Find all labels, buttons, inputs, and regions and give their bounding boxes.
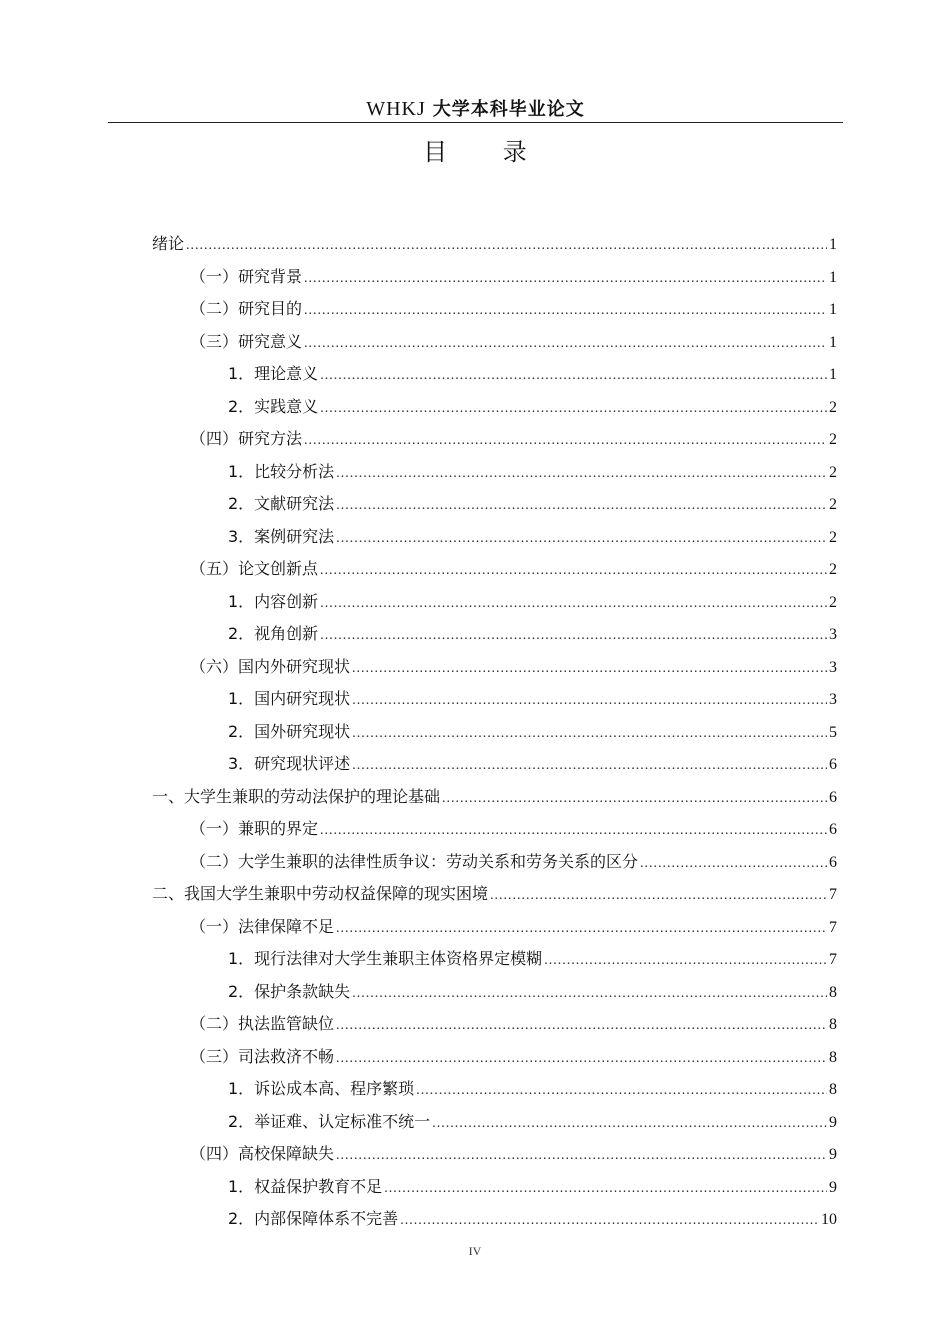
toc-entry[interactable] xyxy=(152,293,837,326)
toc-entry-page: 6 xyxy=(829,853,837,871)
toc-entry[interactable] xyxy=(152,488,837,521)
toc-entry-title: 2．内部保障体系不完善 xyxy=(228,1209,399,1228)
dot-leader xyxy=(304,263,827,296)
toc-entry-title: 1．比较分析法 xyxy=(228,461,335,481)
toc-entry-title: （二）执法监管缺位 xyxy=(190,1014,335,1033)
toc-entry-page: 9 xyxy=(829,1146,837,1163)
toc-entry-title: 3．案例研究法 xyxy=(228,526,335,546)
toc-entry[interactable] xyxy=(152,846,837,879)
dot-leader xyxy=(336,523,827,556)
toc-entry-page: 2 xyxy=(829,593,837,611)
toc-entry[interactable] xyxy=(152,911,837,944)
toc-entry-page: 3 xyxy=(829,626,837,643)
dot-leader xyxy=(336,913,827,946)
dot-leader xyxy=(352,978,827,1011)
toc-entry-title: 二、我国大学生兼职中劳动权益保障的现实困境 xyxy=(152,884,489,903)
dot-leader xyxy=(320,620,827,653)
toc-entry-page: 1 xyxy=(829,333,837,351)
header-thesis-label: 大学本科毕业论文 xyxy=(432,99,585,120)
toc-entry[interactable] xyxy=(152,683,837,716)
toc-entry[interactable] xyxy=(152,456,837,489)
toc-entry[interactable] xyxy=(152,423,837,456)
toc-entry[interactable] xyxy=(152,943,837,976)
toc-entry-page: 2 xyxy=(829,496,837,513)
toc-entry[interactable] xyxy=(152,521,837,554)
toc-entry[interactable] xyxy=(152,261,837,294)
table-of-contents xyxy=(152,228,837,1236)
dot-leader xyxy=(400,1205,819,1238)
toc-entry-title: （一）兼职的界定 xyxy=(190,819,319,838)
dot-leader xyxy=(320,360,827,393)
toc-entry[interactable] xyxy=(152,716,837,749)
toc-entry-title: 2．视角创新 xyxy=(228,624,319,643)
dot-leader xyxy=(336,1010,827,1043)
toc-entry-title: （四）研究方法 xyxy=(190,429,303,448)
toc-entry[interactable] xyxy=(152,748,837,781)
dot-leader xyxy=(416,1075,827,1108)
dot-leader xyxy=(320,555,827,588)
toc-entry[interactable] xyxy=(152,1106,837,1139)
page-number: IV xyxy=(468,1244,482,1258)
toc-entry-title: 一、大学生兼职的劳动法保护的理论基础 xyxy=(152,786,441,806)
dot-leader xyxy=(640,848,827,881)
toc-entry-page: 7 xyxy=(829,918,837,936)
toc-entry-page: 2 xyxy=(829,528,837,546)
dot-leader xyxy=(336,458,827,491)
toc-entry-title: 2．保护条款缺失 xyxy=(228,981,351,1001)
toc-entry-title: 2．举证难、认定标准不统一 xyxy=(228,1111,431,1131)
dot-leader xyxy=(352,718,827,751)
toc-entry-page: 9 xyxy=(829,1178,837,1196)
toc-entry-title: 绪论 xyxy=(152,234,185,253)
toc-entry-title: 1．内容创新 xyxy=(228,591,319,611)
dot-leader xyxy=(336,1140,827,1173)
toc-entry-page: 8 xyxy=(829,983,837,1001)
toc-entry[interactable] xyxy=(152,1008,837,1041)
toc-entry[interactable] xyxy=(152,813,837,846)
toc-entry-title: （一）研究背景 xyxy=(190,266,303,286)
toc-entry[interactable] xyxy=(152,651,837,684)
toc-entry-title: （三）研究意义 xyxy=(190,331,303,351)
toc-entry-page: 1 xyxy=(829,301,837,318)
running-header xyxy=(108,96,843,122)
toc-entry[interactable] xyxy=(152,1171,837,1204)
toc-entry-page: 7 xyxy=(829,886,837,903)
dot-leader xyxy=(352,685,827,718)
toc-entry-title: （二）大学生兼职的法律性质争议：劳动关系和劳务关系的区分 xyxy=(190,851,639,871)
toc-entry[interactable] xyxy=(152,326,837,359)
dot-leader xyxy=(442,783,827,816)
toc-title: 目 录 xyxy=(423,138,551,166)
dot-leader xyxy=(186,230,827,263)
toc-entry[interactable] xyxy=(152,553,837,586)
toc-entry[interactable] xyxy=(152,781,837,814)
dot-leader xyxy=(320,393,827,426)
toc-entry-page: 8 xyxy=(829,1048,837,1066)
toc-entry-title: 3．研究现状评述 xyxy=(228,754,351,773)
header-divider xyxy=(108,122,843,123)
toc-entry-page: 2 xyxy=(829,561,837,578)
toc-entry[interactable] xyxy=(152,618,837,651)
toc-entry-title: 1．诉讼成本高、程序繁琐 xyxy=(228,1079,415,1098)
dot-leader xyxy=(336,490,827,523)
dot-leader xyxy=(320,588,827,621)
toc-entry-page: 6 xyxy=(829,821,837,838)
toc-entry-title: 1．现行法律对大学生兼职主体资格界定模糊 xyxy=(228,949,543,968)
toc-entry-page: 2 xyxy=(829,398,837,416)
toc-entry-page: 2 xyxy=(829,463,837,481)
toc-entry-title: 1．国内研究现状 xyxy=(228,689,351,708)
dot-leader xyxy=(320,815,827,848)
toc-entry[interactable] xyxy=(152,976,837,1009)
toc-entry[interactable] xyxy=(152,1073,837,1106)
toc-entry-page: 1 xyxy=(829,268,837,286)
dot-leader xyxy=(490,880,827,913)
toc-entry[interactable] xyxy=(152,358,837,391)
toc-entry-title: 2．国外研究现状 xyxy=(228,721,351,741)
dot-leader xyxy=(304,295,827,328)
toc-entry-page: 8 xyxy=(829,1016,837,1033)
toc-entry-page: 3 xyxy=(829,658,837,676)
dot-leader xyxy=(336,1043,827,1076)
toc-entry[interactable] xyxy=(152,1203,837,1236)
toc-entry-title: （二）研究目的 xyxy=(190,299,303,318)
toc-entry[interactable] xyxy=(152,1041,837,1074)
toc-entry-title: 1．权益保护教育不足 xyxy=(228,1176,383,1196)
header-school-code: WHKJ xyxy=(366,98,426,120)
toc-entry-page: 5 xyxy=(829,723,837,741)
toc-entry-page: 9 xyxy=(829,1113,837,1131)
toc-entry-title: （四）高校保障缺失 xyxy=(190,1144,335,1163)
toc-entry-title: （六）国内外研究现状 xyxy=(190,656,351,676)
dot-leader xyxy=(352,653,827,686)
dot-leader xyxy=(304,328,827,361)
toc-entry[interactable] xyxy=(152,1138,837,1171)
toc-entry-page: 7 xyxy=(829,951,837,968)
toc-entry-page: 1 xyxy=(829,366,837,383)
toc-entry-page: 6 xyxy=(829,756,837,773)
toc-entry-title: 2．文献研究法 xyxy=(228,494,335,513)
toc-entry-title: 2．实践意义 xyxy=(228,396,319,416)
dot-leader xyxy=(384,1173,827,1206)
toc-entry-title: 1．理论意义 xyxy=(228,364,319,383)
toc-entry[interactable] xyxy=(152,391,837,424)
dot-leader xyxy=(352,750,827,783)
toc-entry-title: （一）法律保障不足 xyxy=(190,916,335,936)
toc-entry[interactable] xyxy=(152,586,837,619)
toc-entry-page: 8 xyxy=(829,1081,837,1098)
toc-entry-page: 1 xyxy=(829,236,837,253)
toc-entry[interactable] xyxy=(152,878,837,911)
toc-entry-title: （五）论文创新点 xyxy=(190,559,319,578)
toc-entry-page: 3 xyxy=(829,691,837,708)
toc-entry-title: （三）司法救济不畅 xyxy=(190,1046,335,1066)
toc-entry-page: 2 xyxy=(829,431,837,448)
toc-entry[interactable] xyxy=(152,228,837,261)
toc-entry-page: 6 xyxy=(829,788,837,806)
dot-leader xyxy=(432,1108,827,1141)
dot-leader xyxy=(304,425,827,458)
toc-entry-page: 10 xyxy=(821,1211,837,1228)
dot-leader xyxy=(544,945,827,978)
